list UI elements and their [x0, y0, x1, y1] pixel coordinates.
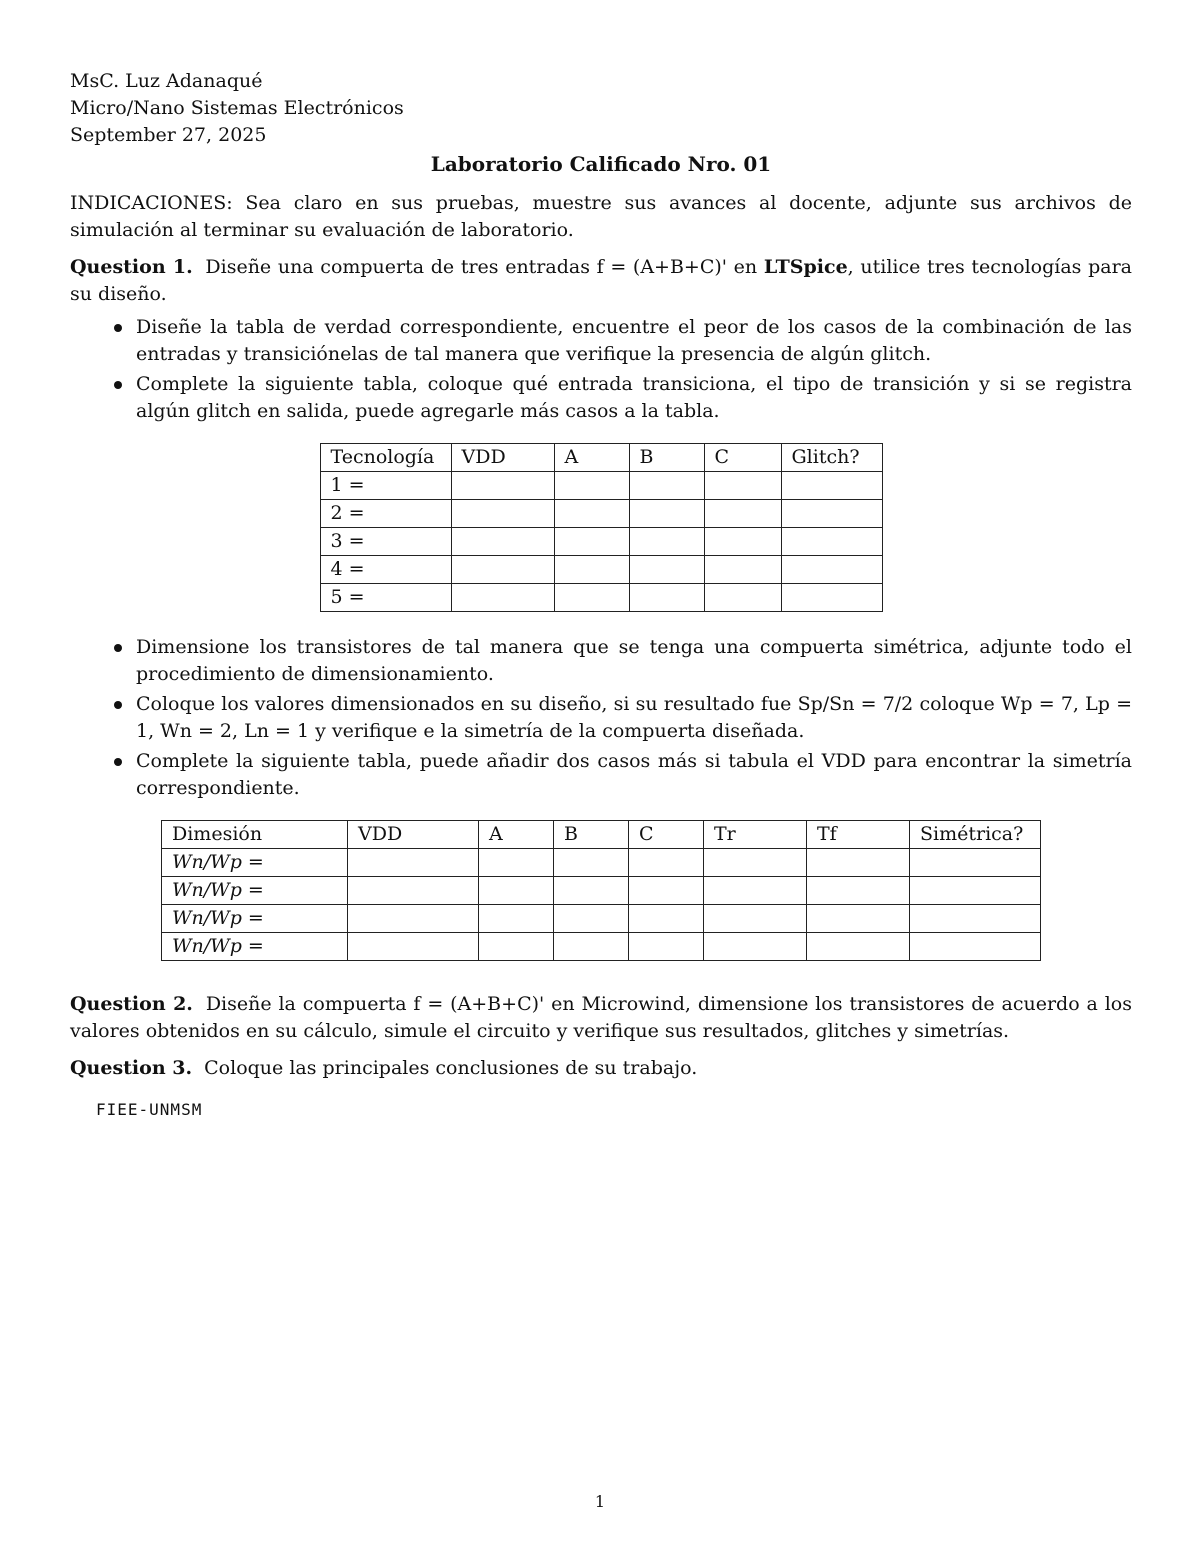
empty-cell	[451, 528, 554, 556]
empty-cell	[781, 472, 882, 500]
empty-cell	[910, 933, 1041, 961]
empty-cell	[348, 905, 479, 933]
empty-cell	[910, 849, 1041, 877]
question-1	[70, 254, 1132, 961]
question-3-text: Coloque las principales conclusiones de su trabajo.	[204, 1057, 698, 1079]
table-row	[320, 584, 882, 612]
table-header-cell: Glitch?	[781, 444, 882, 472]
question-1-text-after: , utilice tres tecnologías para su diseño.	[70, 256, 1132, 305]
question-3-label: Question 3.	[70, 1057, 193, 1079]
question-1-bullets-a	[70, 314, 1132, 425]
empty-cell	[554, 933, 629, 961]
table-row	[320, 528, 882, 556]
table-header-cell: VDD	[348, 821, 479, 849]
question-1-prompt	[70, 254, 1132, 308]
empty-cell	[781, 500, 882, 528]
table-row-label: Wn/Wp =	[162, 905, 348, 933]
empty-cell	[479, 877, 554, 905]
list-item: Complete la siguiente tabla, puede añadir dos casos más si tabula el VDD para encontrar la simetría correspondiente.	[114, 748, 1132, 802]
empty-cell	[781, 528, 882, 556]
empty-cell	[704, 528, 781, 556]
technology-table	[320, 443, 883, 612]
empty-cell	[704, 905, 807, 933]
empty-cell	[554, 556, 629, 584]
empty-cell	[807, 877, 910, 905]
empty-cell	[704, 472, 781, 500]
table-row	[162, 933, 1041, 961]
table-row	[162, 877, 1041, 905]
empty-cell	[629, 556, 704, 584]
empty-cell	[629, 905, 704, 933]
question-1-label: Question 1.	[70, 256, 193, 278]
table-header-cell: Tf	[807, 821, 910, 849]
table-header-cell: B	[554, 821, 629, 849]
empty-cell	[910, 877, 1041, 905]
table-header-cell: Tecnología	[320, 444, 451, 472]
empty-cell	[554, 877, 629, 905]
empty-cell	[629, 472, 704, 500]
table-row-label: Wn/Wp =	[162, 933, 348, 961]
table-header-cell: C	[629, 821, 704, 849]
empty-cell	[451, 556, 554, 584]
empty-cell	[554, 584, 629, 612]
empty-cell	[554, 500, 629, 528]
question-1-text-before: Diseñe una compuerta de tres entradas f = (A+B+C)' en	[205, 256, 758, 278]
document-title: Laboratorio Calificado Nro. 01	[430, 152, 772, 176]
empty-cell	[704, 500, 781, 528]
list-item: Diseñe la tabla de verdad correspondiente, encuentre el peor de los casos de la combinación de las entradas y transiciónelas de tal manera que verifique la presencia de algún glitch.	[114, 314, 1132, 368]
empty-cell	[629, 500, 704, 528]
table-header-cell: C	[704, 444, 781, 472]
empty-cell	[704, 849, 807, 877]
table-row	[162, 849, 1041, 877]
list-item: Coloque los valores dimensionados en su diseño, si su resultado fue Sp/Sn = 7/2 coloque Wp = 7, Lp = 1, Wn = 2, Ln = 1 y verifique e la simetría de la compuerta diseñada.	[114, 691, 1132, 745]
table-header-cell: A	[479, 821, 554, 849]
question-2-text: Diseñe la compuerta f = (A+B+C)' en Microwind, dimensione los transistores de acuerdo a los valores obtenidos en su cálculo, simule el circuito y verifique sus resultados, glitches y simetrías.	[70, 993, 1132, 1042]
empty-cell	[554, 849, 629, 877]
question-3	[70, 1055, 1132, 1082]
table-row	[320, 472, 882, 500]
empty-cell	[629, 849, 704, 877]
table-header-cell: B	[629, 444, 704, 472]
list-item: Dimensione los transistores de tal manera que se tenga una compuerta simétrica, adjunte todo el procedimiento de dimensionamiento.	[114, 634, 1132, 688]
table-row-label: 1 =	[320, 472, 451, 500]
table-2-wrapper	[70, 820, 1132, 961]
question-1-bullets-b	[70, 634, 1132, 802]
table-row-label: 2 =	[320, 500, 451, 528]
table-row-label: Wn/Wp =	[162, 877, 348, 905]
table-header-row	[162, 821, 1041, 849]
empty-cell	[348, 849, 479, 877]
table-row	[162, 905, 1041, 933]
empty-cell	[479, 849, 554, 877]
table-header-cell: A	[554, 444, 629, 472]
dimension-table	[161, 820, 1041, 961]
empty-cell	[781, 584, 882, 612]
empty-cell	[704, 877, 807, 905]
empty-cell	[704, 933, 807, 961]
table-row	[320, 500, 882, 528]
empty-cell	[451, 472, 554, 500]
empty-cell	[629, 584, 704, 612]
table-row	[320, 556, 882, 584]
empty-cell	[629, 877, 704, 905]
question-1-tool: LTSpice	[763, 256, 848, 278]
table-row-label: 4 =	[320, 556, 451, 584]
empty-cell	[807, 905, 910, 933]
question-2	[70, 991, 1132, 1045]
empty-cell	[807, 933, 910, 961]
empty-cell	[554, 905, 629, 933]
table-row-label: Wn/Wp =	[162, 849, 348, 877]
table-header-cell: Tr	[704, 821, 807, 849]
empty-cell	[629, 933, 704, 961]
empty-cell	[704, 584, 781, 612]
table-row-label: 5 =	[320, 584, 451, 612]
table-header-cell: VDD	[451, 444, 554, 472]
table-header-row	[320, 444, 882, 472]
empty-cell	[910, 905, 1041, 933]
question-2-label: Question 2.	[70, 993, 193, 1015]
course-line: Micro/Nano Sistemas Electrónicos	[70, 97, 404, 119]
empty-cell	[807, 849, 910, 877]
empty-cell	[554, 528, 629, 556]
empty-cell	[479, 905, 554, 933]
instructions-paragraph: INDICACIONES: Sea claro en sus pruebas, muestre sus avances al docente, adjunte sus archivos de simulación al terminar su evaluación de laboratorio.	[70, 192, 1132, 241]
table-1-wrapper	[70, 443, 1132, 612]
empty-cell	[451, 584, 554, 612]
empty-cell	[451, 500, 554, 528]
date-line: September 27, 2025	[70, 124, 267, 146]
table-row-label: 3 =	[320, 528, 451, 556]
empty-cell	[348, 933, 479, 961]
empty-cell	[704, 556, 781, 584]
table-header-cell: Dimesión	[162, 821, 348, 849]
author-line: MsC. Luz Adanaqué	[70, 70, 263, 92]
table-header-cell: Simétrica?	[910, 821, 1041, 849]
page-number: 1	[594, 1492, 606, 1511]
empty-cell	[479, 933, 554, 961]
document-page	[70, 68, 1132, 1123]
empty-cell	[781, 556, 882, 584]
list-item: Complete la siguiente tabla, coloque qué entrada transiciona, el tipo de transición y si se registra algún glitch en salida, puede agregarle más casos a la tabla.	[114, 371, 1132, 425]
empty-cell	[629, 528, 704, 556]
empty-cell	[554, 472, 629, 500]
empty-cell	[348, 877, 479, 905]
institution-tag: FIEE-UNMSM	[96, 1100, 203, 1119]
